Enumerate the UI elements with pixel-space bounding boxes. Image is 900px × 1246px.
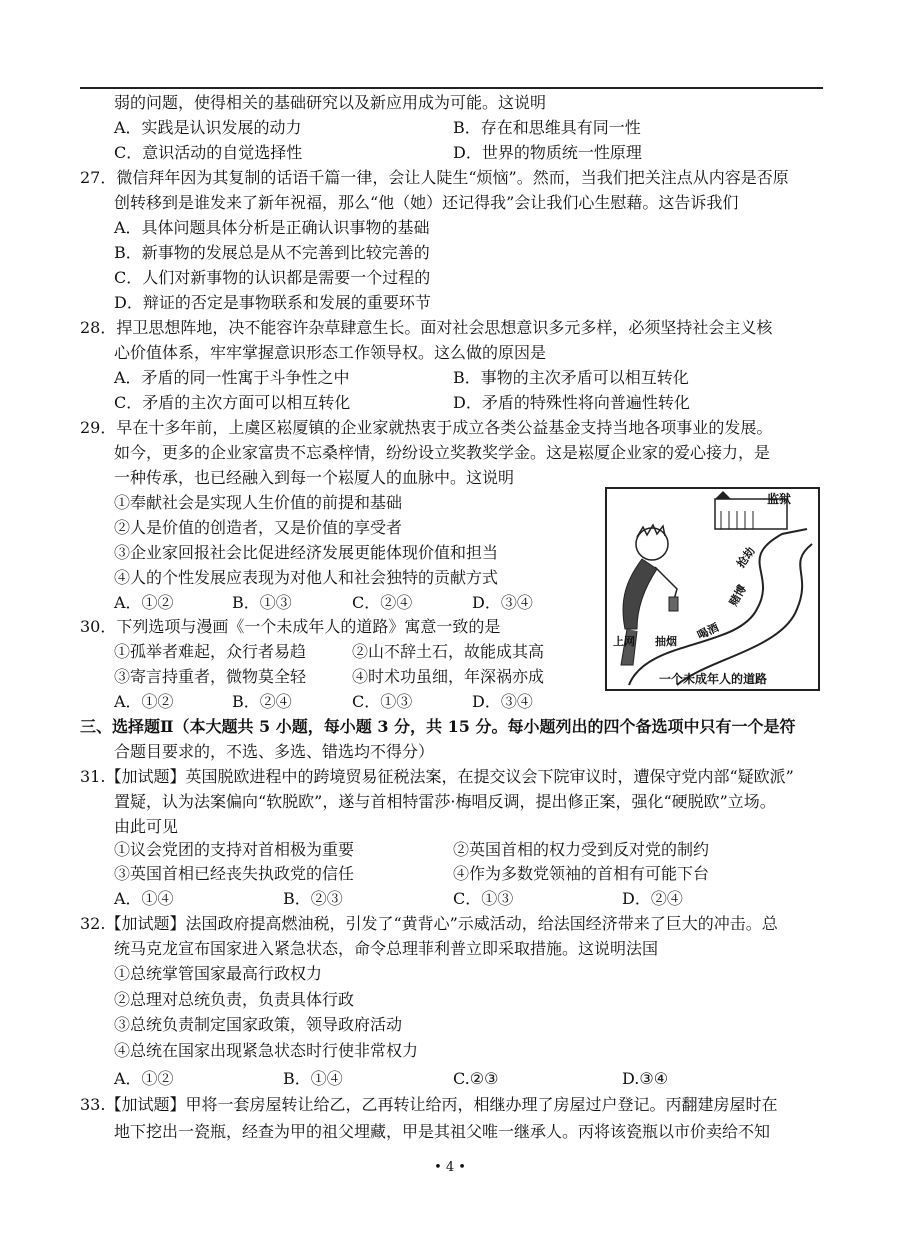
q32-item-4: ④总统在国家出现紧急状态时行使非常权力 [114,1041,419,1060]
section3-heading-line1: 三、选择题Ⅱ（本大题共 5 小题，每小题 3 分，共 15 分。每小题列出的四个备选项中只有一个是符 [80,717,796,736]
q28-option-d: D．矛盾的特殊性将向普遍性转化 [453,393,690,412]
q27-option-c: C．人们对新事物的认识都是需要一个过程的 [114,268,431,287]
path-step-smoke: 抽烟 [655,635,677,648]
q31-item-4: ④作为多数党领袖的首相有可能下台 [453,864,710,883]
q26-stem: 弱的问题，使得相关的基础研究以及新应用成为可能。这说明 [114,93,547,112]
q30-item-3: ③寄言持重者，微物莫全轻 [114,667,307,686]
q31-item-1: ①议会党团的支持对首相极为重要 [114,840,355,859]
q31-option-c: C．①③ [453,889,514,908]
q33-stem-line2: 地下挖出一瓷瓶，经查为甲的祖父埋藏，甲是其祖父唯一继承人。丙将该瓷瓶以市价卖给不知 [114,1122,771,1141]
road-edge [629,529,807,685]
q30-item-1: ①孤举者难起，众行者易趋 [114,642,307,661]
q28-stem-line1: 28．捍卫思想阵地，决不能容许杂草肆意生长。面对社会思想意识多元多样，必须坚持社会主义核 [80,318,773,337]
q31-option-d: D．②④ [622,889,683,908]
q29-item-1: ①奉献社会是实现人生价值的前提和基础 [114,493,403,512]
q31-item-3: ③英国首相已经丧失执政党的信任 [114,864,355,883]
q26-option-b: B．存在和思维具有同一性 [453,118,641,137]
q32-item-2: ②总理对总统负责，负责具体行政 [114,990,355,1009]
q28-option-a: A．矛盾的同一性寓于斗争性之中 [114,368,350,387]
path-step-gamble: 赌博 [726,582,750,609]
q27-stem-line2: 创转移到是谁发来了新年祝福，那么“他（她）还记得我”会让我们心生慰藉。这告诉我们 [114,193,739,212]
boy-hand-object [669,597,678,611]
q29-stem-line3: 一种传承，也已经融入到每一个崧厦人的血脉中。这说明 [114,468,515,487]
q30-option-b: B．②④ [232,692,292,711]
q31-stem-line2: 置疑，认为法案偏向“软脱欧”，遂与首相特雷莎·梅唱反调，提出修正案，强化“硬脱欧”立场。 [114,792,776,811]
path-step-rob: 抢劫 [734,544,758,571]
q29-item-2: ②人是价值的创造者，又是价值的享受者 [114,518,403,537]
q29-option-b: B．①③ [232,593,292,612]
q26-option-c: C．意识活动的自觉选择性 [114,143,303,162]
q31-stem-line3: 由此可见 [114,817,179,836]
path-step-internet: 上网 [613,635,635,648]
q28-option-b: B．事物的主次矛盾可以相互转化 [453,368,689,387]
q29-item-3: ③企业家回报社会比促进经济发展更能体现价值和担当 [114,543,499,562]
header-rule [80,87,823,89]
prison-label: 监狱 [767,492,792,506]
q30-item-4: ④时术功虽细，年深祸亦成 [352,667,545,686]
q30-option-a: A．①② [114,692,174,711]
q27-option-b: B．新事物的发展总是从不完善到比较完善的 [114,243,430,262]
q26-option-d: D．世界的物质统一性原理 [453,143,642,162]
q29-stem-line2: 如今，更多的企业家富贵不忘桑梓情，纷纷设立奖教奖学金。这是崧厦企业家的爱心接力，是 [114,443,771,462]
boy-body [623,559,657,629]
q32-item-3: ③总统负责制定国家政策，领导政府活动 [114,1015,403,1034]
q29-item-4: ④人的个性发展应表现为对他人和社会独特的贡献方式 [114,568,499,587]
q28-option-c: C．矛盾的主次方面可以相互转化 [114,393,351,412]
q32-option-b: B．①④ [283,1069,343,1088]
q27-option-d: D．辩证的否定是事物联系和发展的重要环节 [114,293,431,312]
q33-stem-line1: 33.【加试题】甲将一套房屋转让给乙，乙再转让给丙，相继办理了房屋过户登记。丙翻建房屋时在 [80,1095,778,1114]
q32-stem-line2: 统马克龙宣布国家进入紧急状态，命令总理菲利普立即采取措施。这说明法国 [114,939,659,958]
section3-heading-line2: 合题目要求的，不选、多选、错选均不得分） [114,742,435,761]
q30-option-c: C．①③ [352,692,413,711]
q32-option-a: A．①② [114,1069,174,1088]
q32-option-c: C.②③ [453,1069,499,1088]
prison-roof [715,491,731,499]
q26-option-a: A．实践是认识发展的动力 [114,118,302,137]
q31-stem-line1: 31.【加试题】英国脱欧进程中的跨境贸易征税法案，在提交议会下院审议时，遭保守党内部“疑欧派” [80,767,794,786]
q27-option-a: A．具体问题具体分析是正确认识事物的基础 [114,218,430,237]
cartoon-minor-path [605,487,820,691]
cartoon-drawing [607,489,818,689]
q29-option-a: A．①② [114,593,174,612]
path-step-drink: 喝酒 [695,620,721,643]
page-number: • 4 • [434,1160,466,1175]
q27-stem-line1: 27．微信拜年因为其复制的话语千篇一律，会让人陡生“烦恼”。然而，当我们把关注点从内容是否原 [80,168,789,187]
q29-option-c: C．②④ [352,593,413,612]
q30-option-d: D．③④ [472,692,533,711]
q32-option-d: D.③④ [622,1069,669,1088]
q32-stem-line1: 32.【加试题】法国政府提高燃油税，引发了“黄背心”示威活动，给法国经济带来了巨大的冲击。总 [80,914,778,933]
cartoon-caption: 一个未成年人的道路 [659,672,768,686]
boy-head [636,528,668,560]
q31-option-a: A．①④ [114,889,174,908]
q31-item-2: ②英国首相的权力受到反对党的制约 [453,840,710,859]
q29-stem-line1: 29．早在十多年前，上虞区崧厦镇的企业家就热衷于成立各类公益基金支持当地各项事业的发展。 [80,418,773,437]
q28-stem-line2: 心价值体系，牢牢掌握意识形态工作领导权。这么做的原因是 [114,343,547,362]
q31-option-b: B．②③ [283,889,343,908]
q30-item-2: ②山不辞土石，故能成其高 [352,642,545,661]
q32-item-1: ①总统掌管国家最高行政权力 [114,964,323,983]
q29-option-d: D．③④ [472,593,533,612]
q30-stem: 30．下列选项与漫画《一个未成年人的道路》寓意一致的是 [80,617,501,636]
